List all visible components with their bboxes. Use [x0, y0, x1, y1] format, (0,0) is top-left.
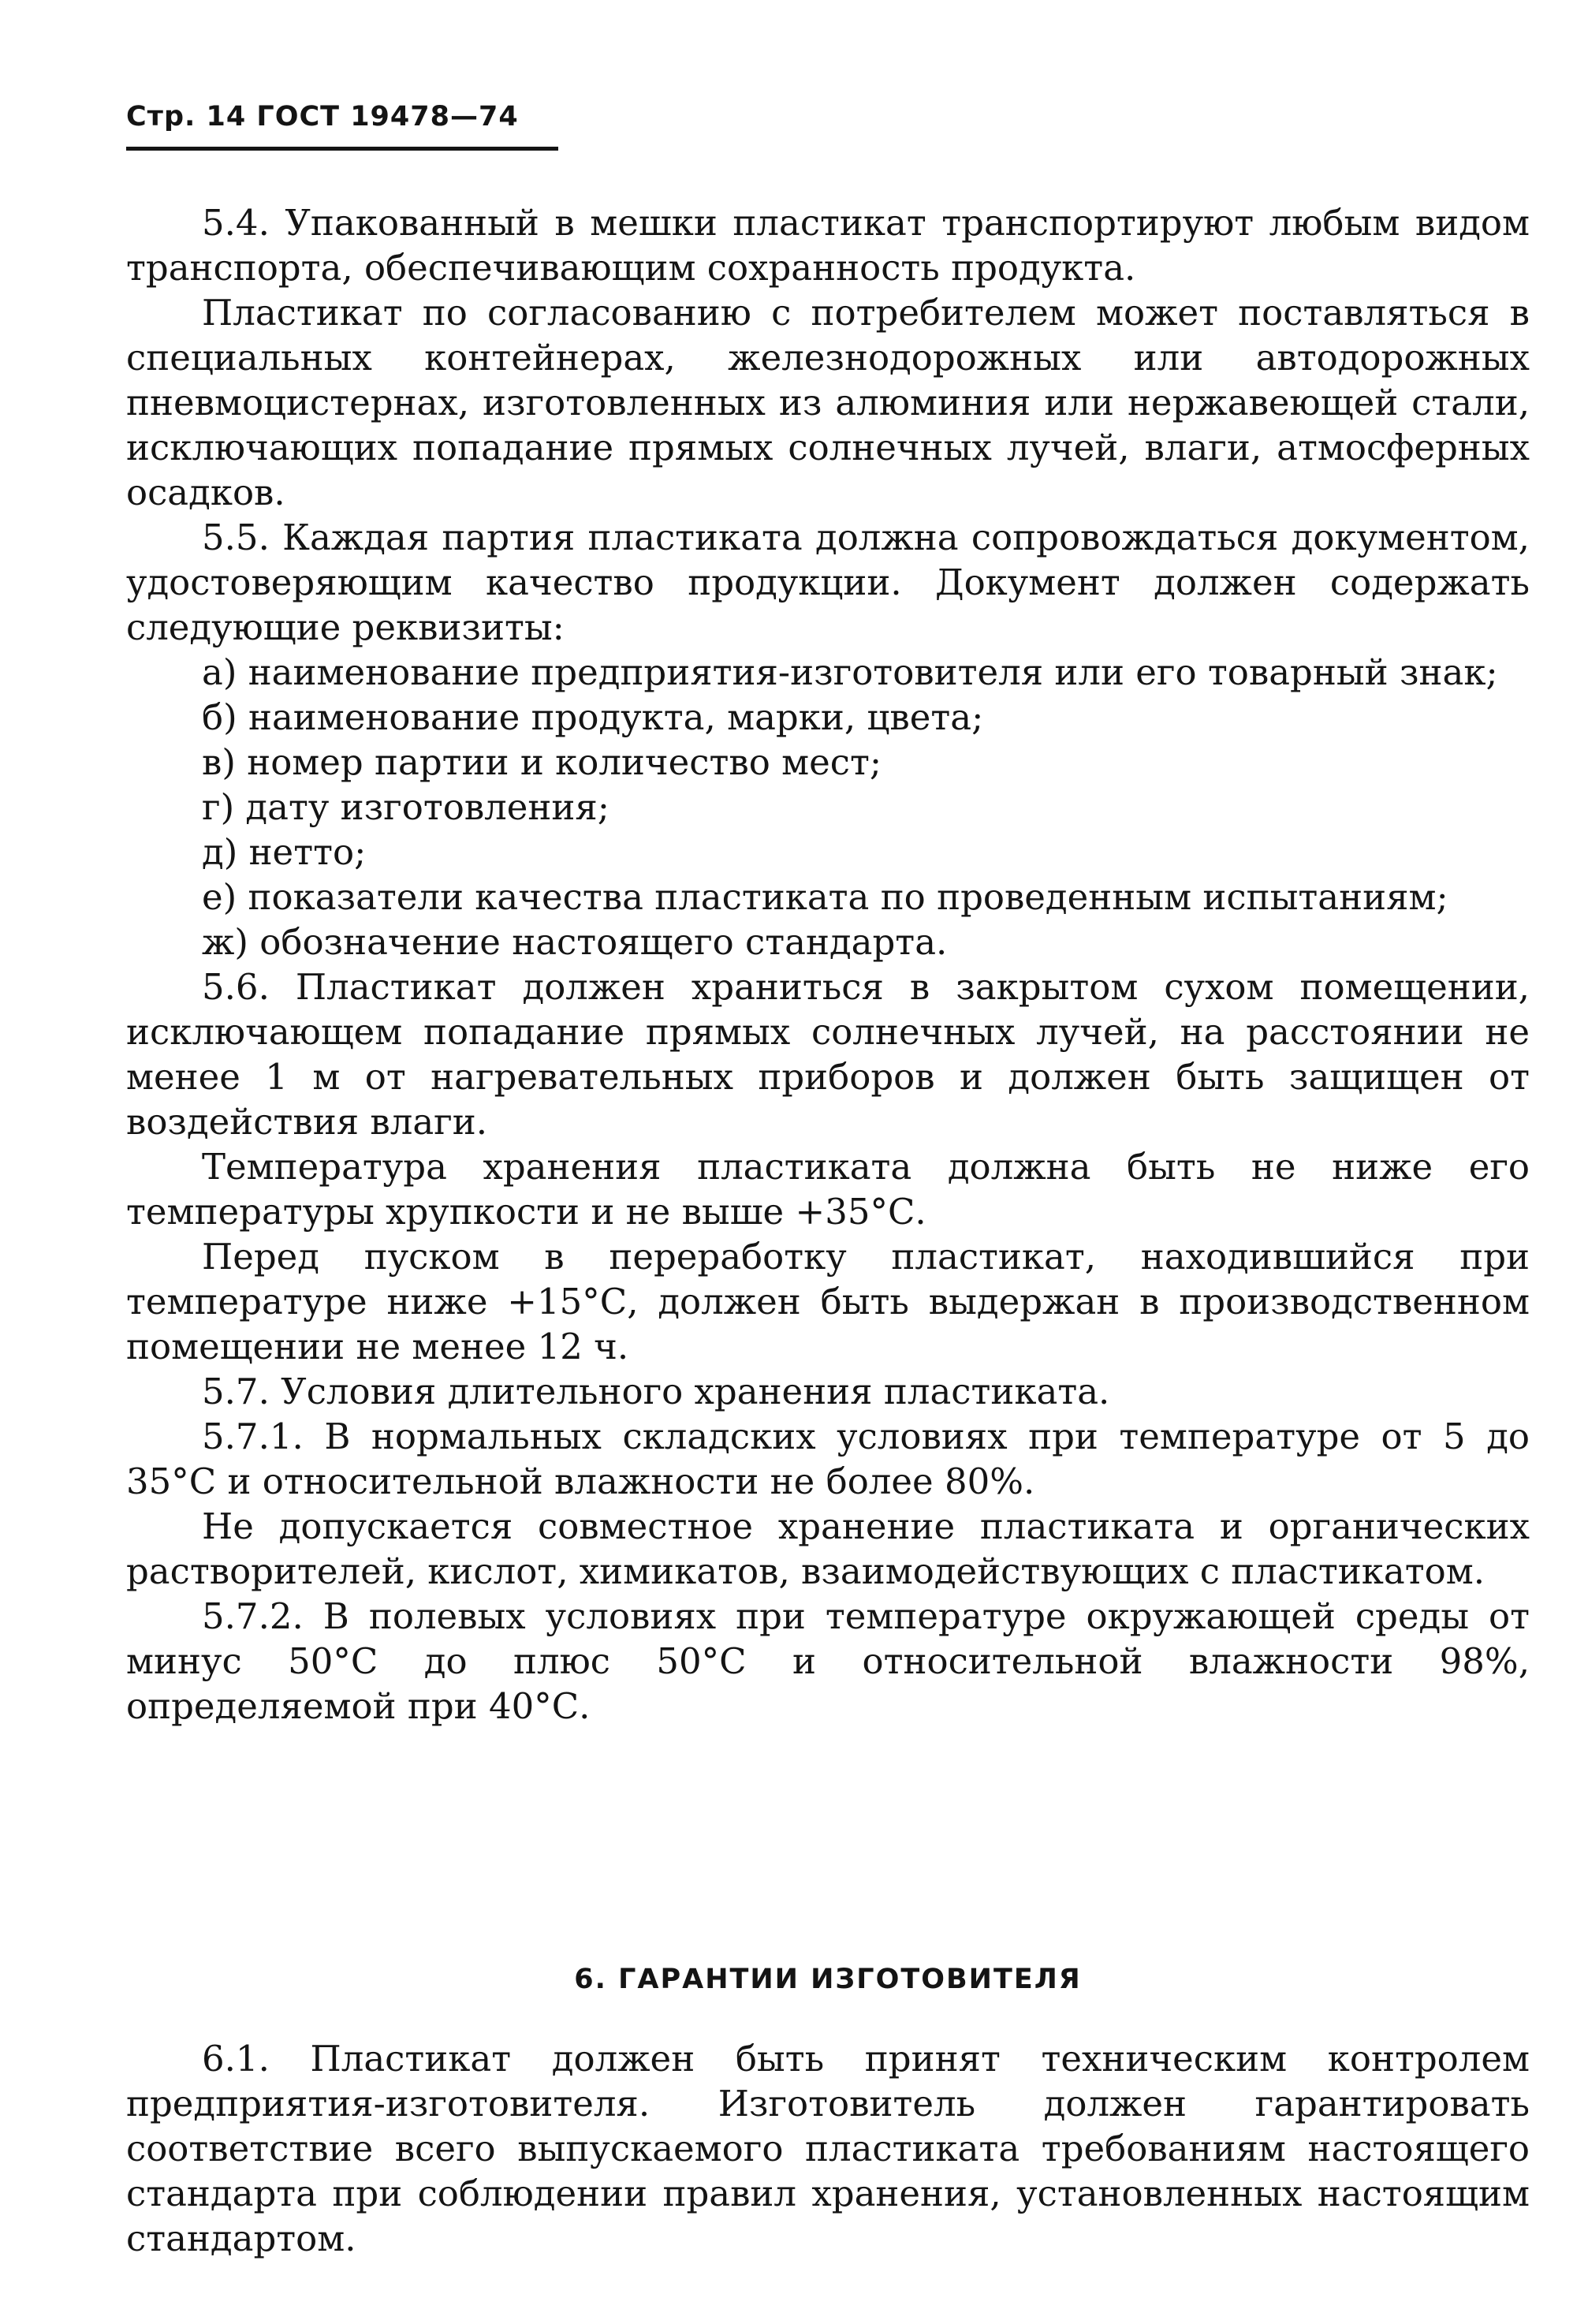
list-item-e: е) показатели качества пластиката по проведенным испытаниям;: [202, 876, 1448, 918]
list-item-zh: ж) обозначение настоящего стандарта.: [202, 921, 948, 963]
paragraph-5-4: 5.4. Упакованный в мешки пластикат транспортируют любым видом транспорта, обеспечивающим сохранность продукта.: [126, 202, 1530, 289]
section-5-body: [126, 200, 1530, 1729]
paragraph-5-6-temperature: Температура хранения пластиката должна быть не ниже его температуры хрупкости и не выше +35°С.: [126, 1146, 1530, 1233]
list-item-a: а) наименование предприятия-изготовителя или его товарный знак;: [202, 651, 1498, 693]
list-item-v: в) номер партии и количество мест;: [202, 741, 882, 783]
section-6-body: [126, 2036, 1530, 2261]
running-header: Стр. 14 ГОСТ 19478—74: [126, 101, 519, 132]
paragraph-5-7-1-continued: Не допускается совместное хранение пластиката и органических растворителей, кислот, химикатов, взаимодействующих с пластикатом.: [126, 1505, 1530, 1592]
list-item-b: б) наименование продукта, марки, цвета;: [202, 696, 984, 738]
paragraph-5-7-2: 5.7.2. В полевых условиях при температуре окружающей среды от минус 50°С до плюс 50°С и относительной влажности 98%, определяемой при 40°С.: [126, 1595, 1530, 1727]
list-item-d: д) нетто;: [202, 831, 367, 873]
paragraph-5-7: 5.7. Условия длительного хранения пластиката.: [202, 1371, 1110, 1412]
header-rule: [126, 147, 558, 151]
section-6-heading: 6. ГАРАНТИИ ИЗГОТОВИТЕЛЯ: [574, 1964, 1082, 1995]
paragraph-6-1: 6.1. Пластикат должен быть принят техническим контролем предприятия-изготовителя. Изготовитель должен гарантировать соответствие всего выпускаемого пластиката требованиям настоящего стандарта при соблюдении правил хранения, установленных настоящим стандартом.: [126, 2038, 1530, 2259]
paragraph-5-7-1: 5.7.1. В нормальных складских условиях при температуре от 5 до 35°С и относительной влажности не более 80%.: [126, 1416, 1530, 1502]
paragraph-5-6: 5.6. Пластикат должен храниться в закрытом сухом помещении, исключающем попадание прямых солнечных лучей, на расстоянии не менее 1 м от нагревательных приборов и должен быть защищен от воздействия влаги.: [126, 966, 1530, 1143]
list-item-g: г) дату изготовления;: [202, 786, 609, 828]
paragraph-5-4-continued: Пластикат по согласованию с потребителем может поставляться в специальных контейнерах, железнодорожных или автодорожных пневмоцистернах, изготовленных из алюминия или нержавеющей стали, исключающих попадание прямых солнечных лучей, влаги, атмосферных осадков.: [126, 292, 1530, 513]
paragraph-5-6-processing: Перед пуском в переработку пластикат, находившийся при температуре ниже +15°С, должен быть выдержан в производственном помещении не менее 12 ч.: [126, 1236, 1530, 1367]
paragraph-5-5: 5.5. Каждая партия пластиката должна сопровождаться документом, удостоверяющим качество продукции. Документ должен содержать следующие реквизиты:: [126, 517, 1530, 648]
